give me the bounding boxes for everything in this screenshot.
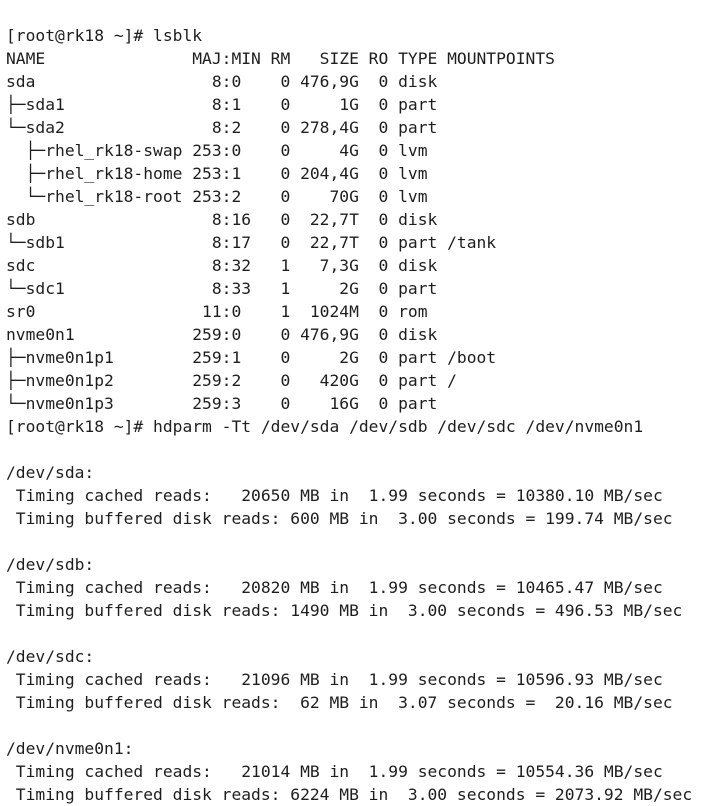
terminal-line: └─sda2 8:2 0 278,4G 0 part (6, 118, 438, 137)
terminal-line: ├─rhel_rk18-home 253:1 0 204,4G 0 lvm (6, 164, 428, 183)
terminal-line: Timing cached reads: 21096 MB in 1.99 seconds = 10596.93 MB/sec (6, 670, 663, 689)
terminal-line: [root@rk18 ~]# lsblk (6, 26, 203, 45)
terminal-line: [root@rk18 ~]# hdparm -Tt /dev/sda /dev/sdb /dev/sdc /dev/nvme0n1 (6, 417, 644, 436)
terminal-line: /dev/sdc: (6, 647, 95, 666)
terminal-line: Timing cached reads: 20650 MB in 1.99 seconds = 10380.10 MB/sec (6, 486, 663, 505)
terminal-line: NAME MAJ:MIN RM SIZE RO TYPE MOUNTPOINTS (6, 49, 555, 68)
terminal-line: /dev/sda: (6, 463, 95, 482)
terminal-line: ├─rhel_rk18-swap 253:0 0 4G 0 lvm (6, 141, 428, 160)
terminal-line: └─sdb1 8:17 0 22,7T 0 part /tank (6, 233, 497, 252)
terminal-line: ├─nvme0n1p1 259:1 0 2G 0 part /boot (6, 348, 497, 367)
terminal-line: nvme0n1 259:0 0 476,9G 0 disk (6, 325, 438, 344)
terminal-line: └─sdc1 8:33 1 2G 0 part (6, 279, 438, 298)
terminal-line (6, 714, 692, 737)
terminal-line: Timing cached reads: 20820 MB in 1.99 seconds = 10465.47 MB/sec (6, 578, 663, 597)
terminal-line: └─rhel_rk18-root 253:2 0 70G 0 lvm (6, 187, 428, 206)
terminal-line: Timing cached reads: 21014 MB in 1.99 seconds = 10554.36 MB/sec (6, 762, 663, 781)
terminal-line: ├─sda1 8:1 0 1G 0 part (6, 95, 438, 114)
terminal-line: sda 8:0 0 476,9G 0 disk (6, 72, 438, 91)
terminal-line: sr0 11:0 1 1024M 0 rom (6, 302, 428, 321)
terminal-line: Timing buffered disk reads: 62 MB in 3.07 seconds = 20.16 MB/sec (6, 693, 673, 712)
terminal-line: Timing buffered disk reads: 600 MB in 3.00 seconds = 199.74 MB/sec (6, 509, 673, 528)
terminal-line (6, 530, 692, 553)
terminal-line: sdc 8:32 1 7,3G 0 disk (6, 256, 438, 275)
terminal-line: Timing buffered disk reads: 1490 MB in 3.00 seconds = 496.53 MB/sec (6, 601, 683, 620)
terminal-line: Timing buffered disk reads: 6224 MB in 3.00 seconds = 2073.92 MB/sec (6, 785, 693, 804)
terminal-line: /dev/sdb: (6, 555, 95, 574)
terminal-line: └─nvme0n1p3 259:3 0 16G 0 part (6, 394, 438, 413)
terminal-line: ├─nvme0n1p2 259:2 0 420G 0 part / (6, 371, 457, 390)
terminal-line: sdb 8:16 0 22,7T 0 disk (6, 210, 438, 229)
terminal-output (6, 24, 692, 806)
terminal-line: /dev/nvme0n1: (6, 739, 134, 758)
terminal-line (6, 438, 692, 461)
terminal-line (6, 622, 692, 645)
